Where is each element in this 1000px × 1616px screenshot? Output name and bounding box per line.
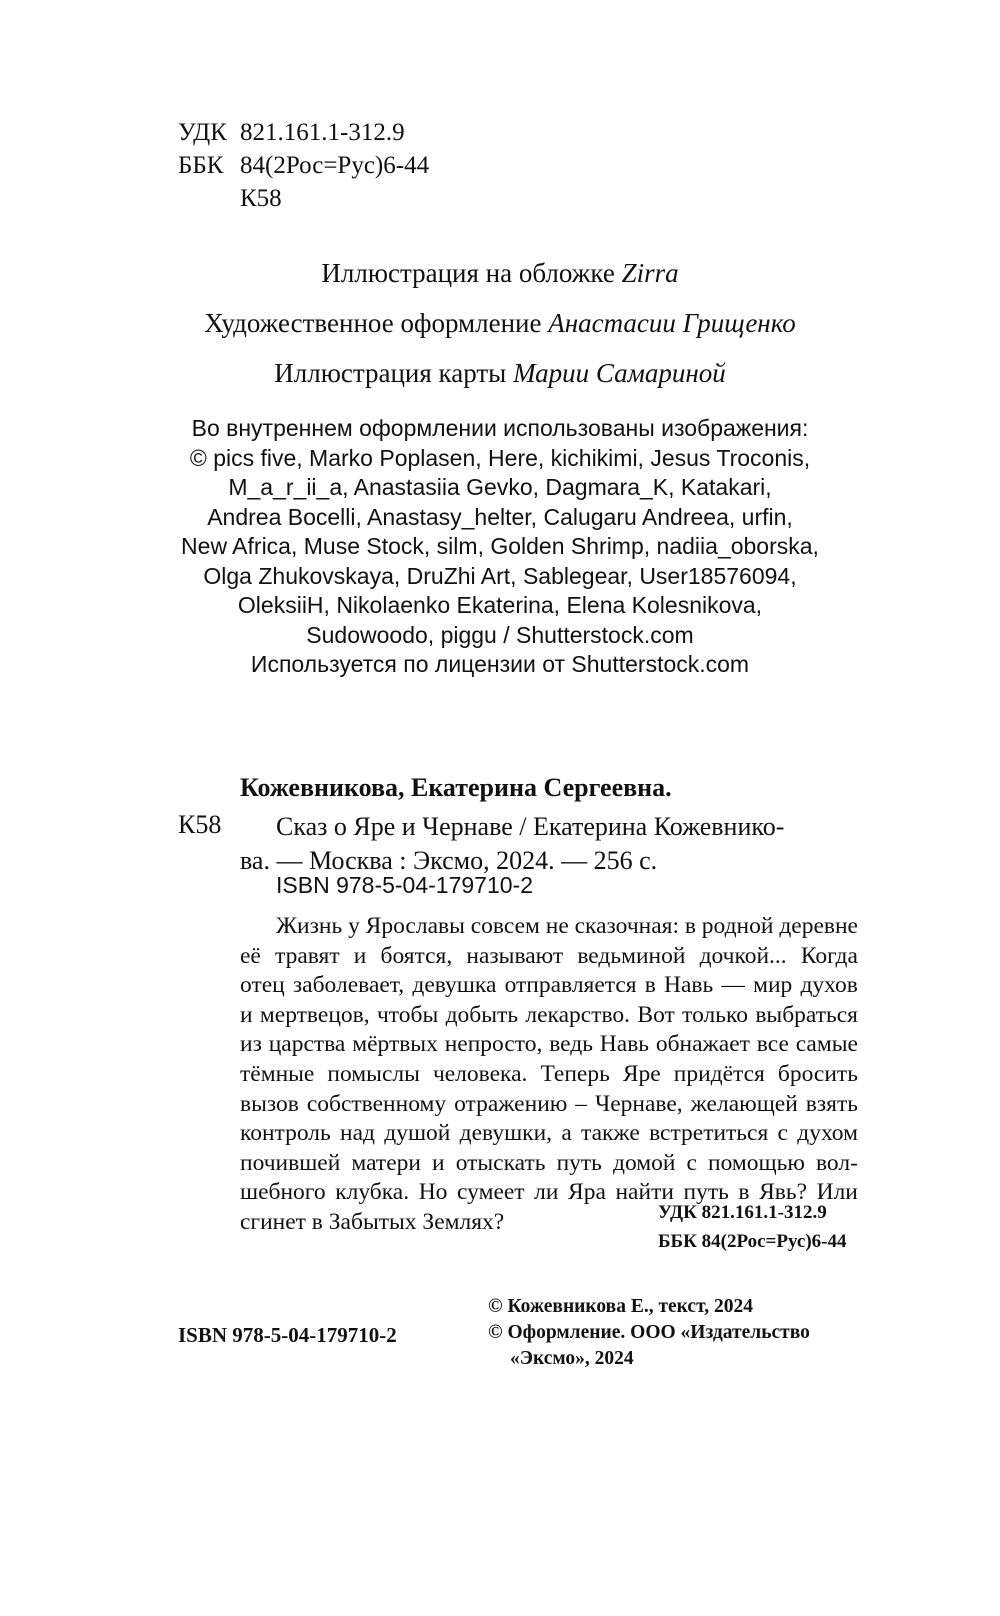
- annotation-line: [240, 1149, 858, 1179]
- author-mark: К58: [240, 185, 282, 212]
- annotation-word: домой: [612, 1149, 676, 1176]
- annotation-word: заболевает,: [292, 972, 405, 999]
- annotation-word: совсем: [470, 913, 540, 939]
- annotation-word: мертвецов,: [259, 1001, 370, 1028]
- annotation-word: Но: [418, 1179, 448, 1206]
- annotation-line: [240, 912, 858, 942]
- annotation-word: называют: [466, 942, 564, 969]
- annotation-word: из: [240, 1031, 262, 1058]
- cover-credit-prefix: Иллюстрация на обложке: [321, 258, 615, 288]
- annotation-word: царства: [268, 1031, 346, 1058]
- annotation-word: почившей: [240, 1149, 341, 1176]
- annotation-word: вызов: [240, 1090, 299, 1117]
- annotation-word: с: [686, 1149, 697, 1176]
- annotation-word: найти: [615, 1179, 674, 1206]
- annotation-word: боятся,: [380, 942, 453, 969]
- annotation-word: и: [353, 942, 367, 969]
- images-credit-line: Используется по лицензии от Shutterstock.com: [250, 651, 750, 677]
- annotation-word: помыслы: [327, 1060, 420, 1087]
- udk-label: УДК: [178, 119, 227, 146]
- annotation-word: чтобы: [376, 1001, 439, 1028]
- annotation-word: духов: [800, 972, 858, 999]
- map-credit-prefix: Иллюстрация карты: [274, 358, 507, 388]
- annotation-word: Землях?: [422, 1208, 505, 1235]
- annotation-word: девушки,: [459, 1120, 553, 1147]
- images-credit-line: New Africa, Muse Stock, silm, Golden Shrimp, nadiia_oborska,: [181, 533, 819, 559]
- annotation-word: а: [561, 1120, 572, 1147]
- images-credit-line: M_a_r_ii_a, Anastasiia Gevko, Dagmara_K, Katakari,: [228, 474, 772, 500]
- annotation-word: только: [682, 1001, 748, 1028]
- annotation-line: [240, 971, 858, 1001]
- annotation-word: –: [575, 1090, 588, 1117]
- bbk-row: [178, 149, 429, 182]
- annotation-word: Жизнь: [276, 913, 343, 939]
- annotation-word: Теперь: [540, 1060, 610, 1087]
- annotation-word: над: [340, 1120, 375, 1147]
- annotation-line: [240, 1030, 858, 1060]
- annotation-word: Навь: [664, 972, 714, 999]
- copyright-line: © Кожевникова Е., текст, 2024: [488, 1296, 753, 1317]
- copyright-line: «Эксмо», 2024: [510, 1348, 634, 1369]
- book-author: Кожевникова, Екатерина Сергеевна.: [240, 773, 672, 802]
- annotation-word: сумеет: [457, 1179, 525, 1206]
- bibliographic-line: Сказ о Яре и Чернаве / Екатерина Кожевнико-: [276, 812, 785, 841]
- bbk-value: 84(2Рос=Рус)6-44: [240, 152, 430, 179]
- annotation-word: в: [738, 1179, 750, 1206]
- annotation-word: с: [777, 1120, 788, 1147]
- annotation-word: придётся: [673, 1060, 765, 1087]
- annotation-word: выбраться: [755, 1001, 858, 1028]
- bibliographic-line: ва. — Москва : Эксмо, 2024. — 256 с.: [240, 846, 658, 875]
- annotation-word: сгинет: [240, 1208, 312, 1235]
- annotation-line: [240, 1090, 858, 1120]
- copyright-line: © Оформление. ООО «Издательство: [488, 1322, 810, 1343]
- annotation-word: обнажает: [655, 1031, 750, 1058]
- annotation-word: Вот: [637, 1001, 675, 1028]
- map-credit-name: Марии Самариной: [513, 358, 726, 388]
- annotation-word: в: [644, 972, 656, 999]
- annotation-line: [240, 1119, 858, 1149]
- udk-row: [178, 116, 429, 149]
- annotation-word: тёмные: [240, 1060, 315, 1087]
- annotation-word: девушка: [412, 972, 497, 999]
- classification-header: [178, 116, 429, 215]
- map-credit: [0, 358, 1000, 389]
- annotation-word: бросить: [777, 1060, 858, 1087]
- classification-codes: [658, 1198, 846, 1256]
- annotation-word: помощью: [708, 1149, 805, 1176]
- annotation-word: собственному: [306, 1090, 447, 1117]
- annotation-word: отец: [240, 972, 285, 999]
- cover-credit-name: Zirra: [621, 258, 679, 288]
- annotation-word: Чернаве,: [594, 1090, 683, 1117]
- annotation-line: [240, 1060, 858, 1090]
- annotation-word: духом: [797, 1120, 858, 1147]
- bibliographic-mark: К58: [178, 810, 222, 839]
- annotation-word: путь: [683, 1179, 729, 1206]
- annotation-word: также: [581, 1120, 640, 1147]
- annotation-word: Явь?: [759, 1179, 808, 1206]
- annotation-word: шебного: [240, 1179, 326, 1206]
- annotation-word: отправляется: [504, 972, 637, 999]
- annotation-word: лекарство.: [525, 1001, 631, 1028]
- annotation-word: Когда: [800, 942, 858, 969]
- images-credit-line: Sudowoodo, piggu / Shutterstock.com: [306, 621, 694, 648]
- design-credit-name: Анастасии Грищенко: [548, 308, 796, 338]
- annotation-word: Навь: [599, 1031, 650, 1058]
- annotation-word: контроль: [240, 1120, 331, 1147]
- annotation-word: в: [684, 913, 696, 939]
- annotation-word: Яра: [568, 1179, 606, 1206]
- bbk-code: ББК 84(2Рос=Рус)6-44: [658, 1231, 847, 1252]
- images-credit-line: Andrea Bocelli, Anastasy_helter, Calugaru Andreea, urfin,: [207, 503, 793, 530]
- annotation-word: её: [240, 942, 261, 969]
- annotation-word: ли: [534, 1179, 559, 1206]
- annotation-word: добыть: [445, 1001, 519, 1028]
- annotation-word: родной: [701, 913, 774, 939]
- annotation-word: мир: [753, 972, 793, 999]
- annotation-word: мёртвых: [352, 1031, 438, 1058]
- annotation-word: дочкой...: [699, 942, 787, 969]
- annotation-word: и: [240, 1001, 253, 1028]
- udk-code: УДК 821.161.1-312.9: [658, 1202, 827, 1223]
- annotation-word: ведьминой: [577, 942, 686, 969]
- annotation-word: у: [348, 913, 360, 939]
- annotation-word: путь: [556, 1149, 602, 1176]
- bibliographic-description: [240, 810, 858, 878]
- annotation-word: человека.: [432, 1060, 528, 1087]
- bbk-label: ББК: [178, 152, 224, 179]
- annotation-word: Яре: [622, 1060, 661, 1087]
- annotation-word: встретиться: [649, 1120, 769, 1147]
- annotation-word: Или: [816, 1179, 858, 1206]
- annotation-word: и: [432, 1149, 445, 1176]
- annotation-word: травят: [275, 942, 340, 969]
- annotation-word: матери: [351, 1149, 421, 1176]
- cover-credit: [0, 258, 1000, 289]
- design-credit-prefix: Художественное оформление: [204, 308, 542, 338]
- annotation-word: Забытых: [328, 1208, 423, 1235]
- annotation-word: ведь: [549, 1031, 593, 1058]
- images-credit: [150, 414, 850, 680]
- images-credit-line: Olga Zhukovskaya, DruZhi Art, Sablegear, User18576094,: [203, 562, 797, 589]
- annotation-line: [240, 1001, 858, 1031]
- design-credit: [0, 308, 1000, 339]
- isbn-record: ISBN 978-5-04-179710-2: [276, 872, 533, 898]
- annotation-word: —: [721, 972, 745, 999]
- images-credit-line: © pics five, Marko Poplasen, Here, kichikimi, Jesus Troconis,: [189, 444, 811, 471]
- annotation-word: отыскать: [455, 1149, 546, 1176]
- annotation-word: Ярославы: [365, 913, 465, 939]
- isbn-bottom: ISBN 978-5-04-179710-2: [178, 1323, 397, 1347]
- udk-value: 821.161.1-312.9: [240, 119, 405, 146]
- annotation-word: сказочная:: [574, 913, 679, 939]
- annotation-word: деревне: [779, 913, 858, 939]
- annotation-line: [240, 942, 858, 972]
- annotation-word: отражению: [454, 1090, 568, 1117]
- copyright-block: [488, 1294, 810, 1372]
- annotation-word: самые: [795, 1031, 858, 1058]
- annotation-word: вол-: [816, 1149, 858, 1176]
- images-credit-line: OleksiiH, Nikolaenko Ekaterina, Elena Kolesnikova,: [237, 592, 763, 618]
- annotation-word: душой: [384, 1120, 451, 1147]
- annotation-word: клубка.: [335, 1179, 410, 1206]
- images-credit-line: Во внутреннем оформлении использованы изображения:: [191, 415, 809, 441]
- annotation-word: желающей: [690, 1090, 798, 1117]
- annotation: [240, 912, 858, 1238]
- annotation-word: взять: [805, 1090, 858, 1117]
- annotation-word: все: [756, 1031, 789, 1058]
- annotation-word: в: [311, 1208, 329, 1235]
- annotation-word: непросто,: [444, 1031, 543, 1058]
- annotation-word: не: [545, 913, 569, 939]
